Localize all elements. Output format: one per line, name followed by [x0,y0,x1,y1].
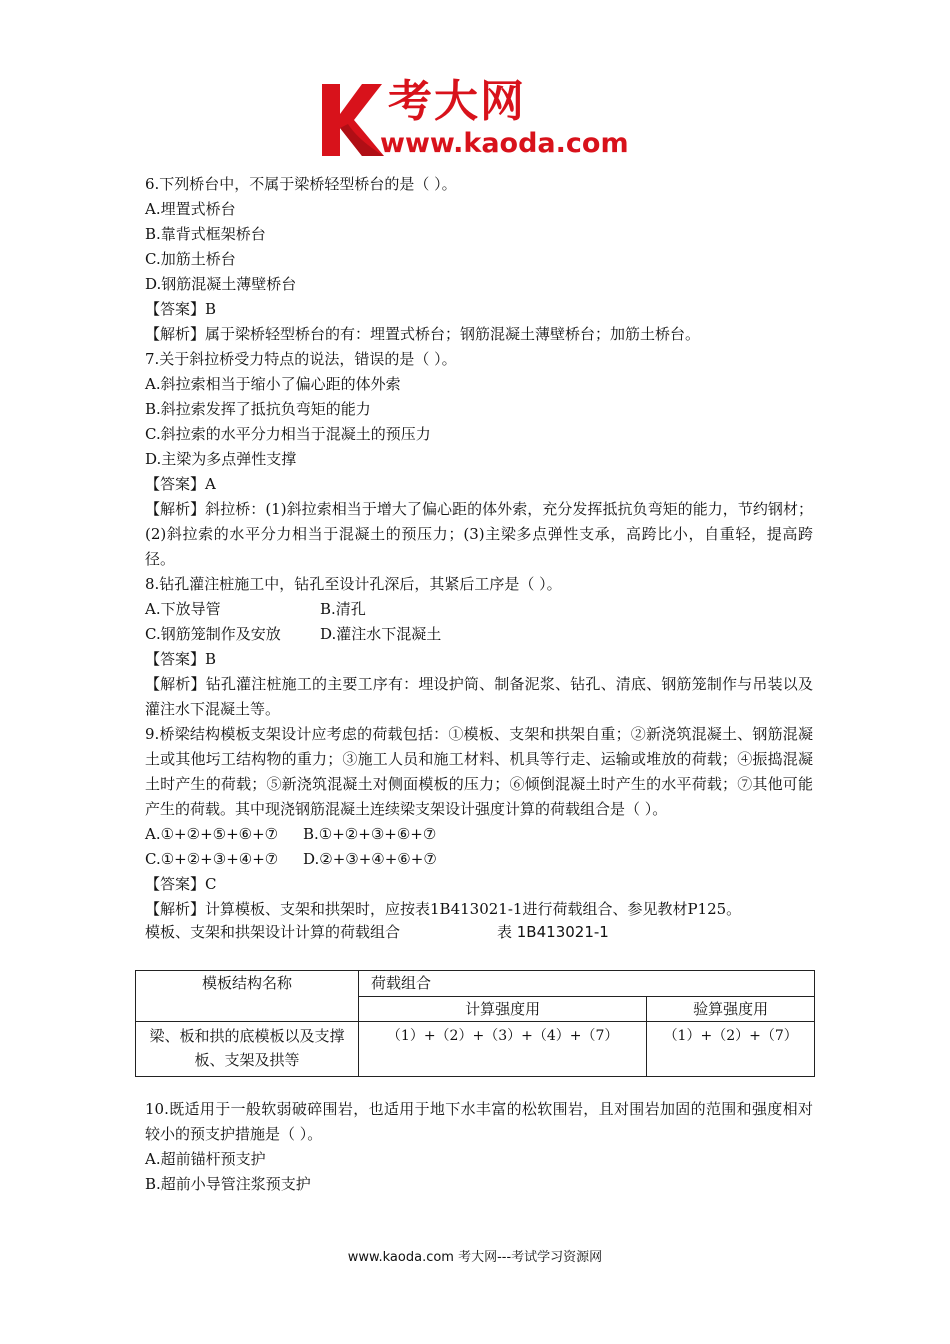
row-structure-name: 梁、板和拱的底模板以及支撑板、支架及拱等 [136,1022,359,1077]
table-number: 表 1B413021-1 [497,923,609,941]
q10-option-b: B.超前小导管注浆预支护 [145,1175,311,1193]
table-caption-row [145,922,813,942]
document-body-continued [145,1097,813,1197]
table-header-row [136,971,815,997]
q8-option-b: B.清孔 [320,600,366,618]
q6-stem: 6.下列桥台中，不属于梁桥轻型桥台的是（ ）。 [145,175,457,193]
header-strength-check: 验算强度用 [647,996,815,1022]
q6-option-b: B.靠背式框架桥台 [145,225,266,243]
header-structure-name: 模板结构名称 [136,971,359,1022]
q10-option-a: A.超前锚杆预支护 [145,1150,266,1168]
q9-options-row-2 [145,847,813,872]
q8-option-a: A.下放导管 [145,600,221,618]
header-strength-calc: 计算强度用 [359,996,647,1022]
q9-option-d: D.②+③+④+⑥+⑦ [303,850,437,868]
q6-option-c: C.加筋土桥台 [145,250,236,268]
q6-analysis: 【解析】属于梁桥轻型桥台的有：埋置式桥台；钢筋混凝土薄壁桥台；加筋土桥台。 [145,325,701,343]
q9-analysis: 【解析】计算模板、支架和拱架时，应按表1B413021-1进行荷载组合、参见教材P125。 [145,900,742,918]
q7-option-c: C.斜拉索的水平分力相当于混凝土的预压力 [145,425,431,443]
row-strength-check: （1）+（2）+（7） [647,1022,815,1077]
q9-option-b: B.①+②+③+⑥+⑦ [303,825,437,843]
q9-option-c: C.①+②+③+④+⑦ [145,850,279,868]
table-row [136,1022,815,1077]
page-footer: www.kaoda.com 考大网---考试学习资源网 [347,1250,603,1265]
q9-option-a: A.①+②+⑤+⑥+⑦ [145,825,279,843]
q8-option-c: C.钢筋笼制作及安放 [145,625,281,643]
k-logo-icon [318,80,388,160]
brand-name: 考大网 [388,76,526,127]
document-body [145,172,813,942]
q8-option-d: D.灌注水下混凝土 [320,625,442,643]
q7-option-d: D.主梁为多点弹性支撑 [145,450,297,468]
logo [318,78,638,162]
q7-analysis: 【解析】斜拉桥：(1)斜拉索相当于增大了偏心距的体外索，充分发挥抵抗负弯矩的能力，节约钢材；(2)斜拉索的水平分力相当于混凝土的预压力；(3)主梁多点弹性支承，高跨比小，自重轻，提高跨径。 [145,500,813,568]
q8-options-row-2 [145,622,813,647]
q9-answer: 【答案】C [145,875,217,893]
q6-option-d: D.钢筋混凝土薄壁桥台 [145,275,297,293]
q9-stem: 9.桥梁结构模板支架设计应考虑的荷载包括：①模板、支架和拱架自重；②新浇筑混凝土、钢筋混凝土或其他圬工结构物的重力；③施工人员和施工材料、机具等行走、运输或堆放的荷载；④振捣混凝土时产生的荷载；⑤新浇筑混凝土对侧面模板的压力；⑥倾倒混凝土时产生的水平荷载；⑦其他可能产生的荷载。其中现浇钢筋混凝土连续梁支架设计强度计算的荷载组合是（ ）。 [145,725,813,818]
q10-stem: 10.既适用于一般软弱破碎围岩，也适用于地下水丰富的松软围岩，且对围岩加固的范围和强度相对较小的预支护措施是（ ）。 [145,1100,813,1143]
q6-option-a: A.埋置式桥台 [145,200,236,218]
brand-url: www.kaoda.com [380,128,629,159]
q8-answer: 【答案】B [145,650,217,668]
q7-option-b: B.斜拉索发挥了抵抗负弯矩的能力 [145,400,371,418]
q9-options-row-1 [145,822,813,847]
table-caption: 模板、支架和拱架设计计算的荷载组合 [145,923,401,941]
row-strength-calc: （1）+（2）+（3）+（4）+（7） [359,1022,647,1077]
q8-options-row-1 [145,597,813,622]
load-combination-table [135,970,815,1077]
q7-option-a: A.斜拉索相当于缩小了偏心距的体外索 [145,375,401,393]
header-load-combination: 荷载组合 [359,971,815,997]
q8-analysis: 【解析】钻孔灌注桩施工的主要工序有：埋设护筒、制备泥浆、钻孔、清底、钢筋笼制作与吊装以及灌注水下混凝土等。 [145,675,813,718]
q7-stem: 7.关于斜拉桥受力特点的说法，错误的是（ ）。 [145,350,457,368]
q6-answer: 【答案】B [145,300,217,318]
q7-answer: 【答案】A [145,475,216,493]
q8-stem: 8.钻孔灌注桩施工中，钻孔至设计孔深后，其紧后工序是（ ）。 [145,575,562,593]
